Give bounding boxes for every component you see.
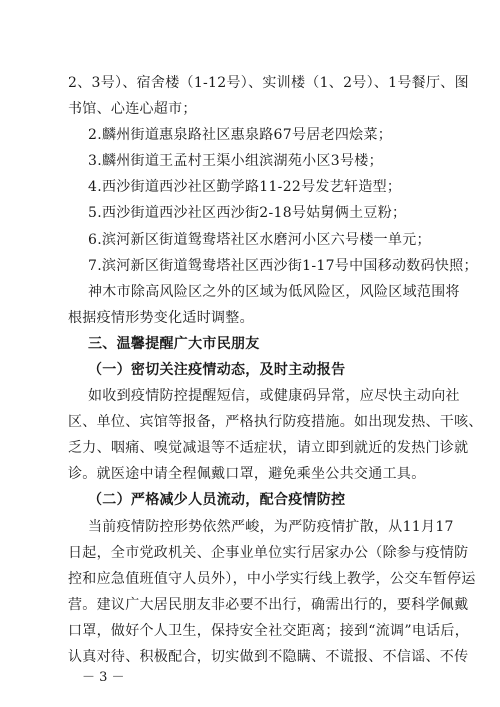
text-line-1: 2、3号）、宿舍楼（1-12号）、实训楼（1、2号）、1号餐厅、图 (68, 75, 469, 91)
paragraph-1-line-1: 如收到疫情防控提醒短信，或健康码异常，应尽快主动向社 (88, 388, 460, 404)
page-number: － 3 － (82, 670, 125, 685)
list-item-7: 7.滨河新区街道鸳鸯塔社区西沙街1-17号中国移动数码快照； (88, 258, 478, 274)
paragraph-1-line-3: 乏力、咽痛、嗅觉减退等不适症状，请立即到就近的发热门诊就 (68, 440, 469, 456)
section-heading-3: 三、温馨提醒广大市民朋友 (88, 336, 260, 352)
list-item-3: 3.麟州街道王孟村王渠小组滨湖苑小区3号楼； (88, 153, 383, 169)
paragraph-risk-line-1: 神木市除高风险区之外的区域为低风险区，风险区域范围将 (88, 284, 460, 300)
paragraph-2-line-2: 日起，全市党政机关、企事业单位实行居家办公（除参与疫情防 (68, 545, 469, 561)
list-item-4: 4.西沙街道西沙社区勤学路11-22号发艺轩造型； (88, 179, 402, 195)
list-item-2: 2.麟州街道惠泉路社区惠泉路67号居老四烩菜； (88, 127, 393, 143)
list-item-5: 5.西沙街道西沙社区西沙街2-18号姑舅俩土豆粉； (88, 205, 407, 221)
text-line-2: 书馆、心连心超市； (68, 101, 197, 117)
paragraph-2-line-4: 营。建议广大居民朋友非必要不出行，确需出行的，要科学佩戴 (68, 597, 469, 613)
list-item-6: 6.滨河新区街道鸳鸯塔社区水磨河小区六号楼一单元； (88, 232, 431, 248)
paragraph-risk-line-2: 根据疫情形势变化适时调整。 (68, 310, 254, 326)
paragraph-2-line-5: 口罩，做好个人卫生，保持安全社交距离；接到“流调”电话后， (68, 623, 470, 639)
paragraph-1-line-4: 诊。就医途中请全程佩戴口罩，避免乘坐公共交通工具。 (68, 466, 426, 482)
paragraph-2-line-1: 当前疫情防控形势依然严峻，为严防疫情扩散，从11月17 (88, 519, 454, 535)
paragraph-2-line-3: 控和应急值班值守人员外），中小学实行线上教学，公交车暂停运 (68, 571, 476, 587)
subsection-heading-1: （一）密切关注疫情动态，及时主动报告 (88, 362, 346, 378)
paragraph-1-line-2: 区、单位、宾馆等报备，严格执行防疫措施。如出现发热、干咳、 (68, 414, 483, 430)
paragraph-2-line-6: 认真对待、积极配合，切实做到不隐瞒、不谎报、不信谣、不传 (68, 649, 469, 665)
subsection-heading-2: （二）严格减少人员流动，配合疫情防控 (88, 492, 346, 508)
